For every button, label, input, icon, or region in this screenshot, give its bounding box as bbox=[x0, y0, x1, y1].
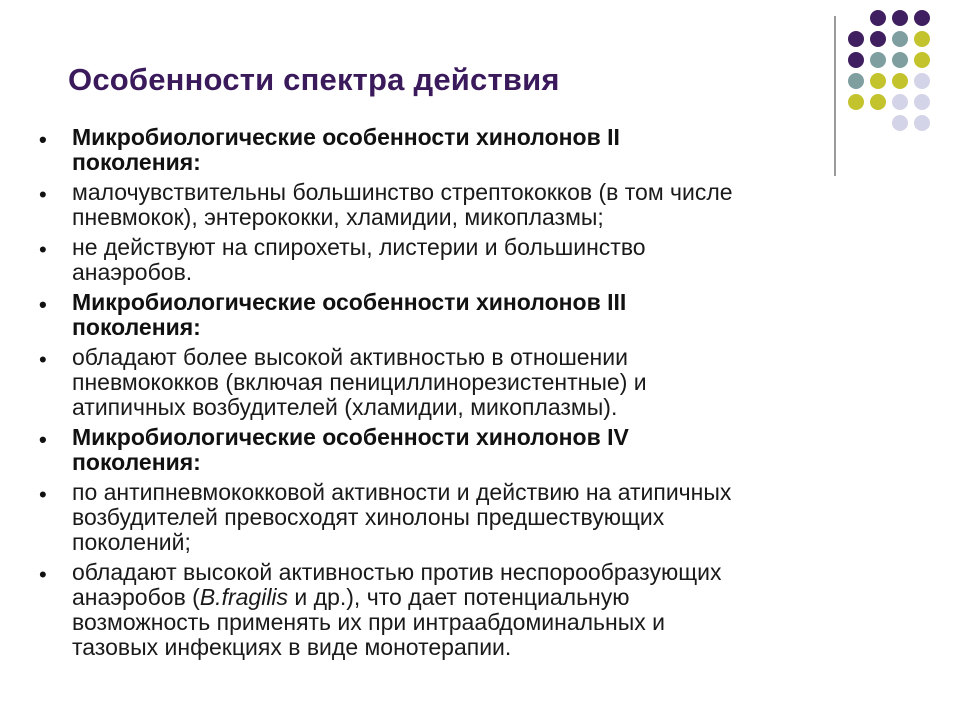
bullet-text-line: обладают более высокой активностью в отношении bbox=[72, 344, 628, 370]
decorative-dot bbox=[870, 94, 886, 110]
decorative-dot bbox=[914, 10, 930, 26]
bullet-text-line: анаэробов (B.fragilis и др.), что дает потенциальную bbox=[72, 584, 630, 610]
bullet-item bbox=[36, 345, 866, 420]
bullet-text-line: атипичных возбудителей (хламидии, микоплазмы). bbox=[72, 394, 618, 420]
bullet-text-line: возбудителей превосходят хинолоны предшествующих bbox=[72, 504, 665, 530]
bullet-dot-icon: • bbox=[39, 562, 47, 587]
bullet-item bbox=[36, 425, 866, 475]
bullet-text-line: малочувствительны большинство стрептококков (в том числе bbox=[72, 179, 733, 205]
bullet-dot-icon: • bbox=[39, 127, 47, 152]
bullet-text-line: поколения: bbox=[72, 449, 201, 475]
bullet-text-line: тазовых инфекциях в виде монотерапии. bbox=[72, 634, 512, 660]
bullet-item bbox=[36, 290, 866, 340]
decorative-dot bbox=[914, 115, 930, 131]
bullet-text-line: поколения: bbox=[72, 314, 201, 340]
bullet-item bbox=[36, 235, 866, 285]
decorative-dot bbox=[892, 31, 908, 47]
bullet-text-line: Микробиологические особенности хинолонов III bbox=[72, 289, 627, 315]
decorative-dot bbox=[848, 94, 864, 110]
decorative-dot bbox=[848, 73, 864, 89]
bullet-item bbox=[36, 180, 866, 230]
bullet-text-line: по антипневмококковой активности и действию на атипичных bbox=[72, 479, 732, 505]
bullet-item bbox=[36, 125, 866, 175]
decorative-dot bbox=[914, 73, 930, 89]
decorative-dot bbox=[870, 52, 886, 68]
decorative-dot bbox=[870, 31, 886, 47]
bullet-text-line: поколения: bbox=[72, 149, 201, 175]
bullet-dot-icon: • bbox=[39, 237, 47, 262]
decorative-dot bbox=[870, 10, 886, 26]
slide-title: Особенности спектра действия bbox=[68, 62, 560, 97]
bullet-text-line: анаэробов. bbox=[72, 259, 193, 285]
bullet-item bbox=[36, 480, 866, 555]
bullet-dot-icon: • bbox=[39, 182, 47, 207]
bullet-dot-icon: • bbox=[39, 427, 47, 452]
bullet-list bbox=[36, 125, 866, 665]
bullet-text-line: не действуют на спирохеты, листерии и большинство bbox=[72, 234, 646, 260]
decorative-dot bbox=[892, 52, 908, 68]
bullet-text-line: пневмококков (включая пенициллинорезистентные) и bbox=[72, 369, 647, 395]
decorative-dot bbox=[914, 52, 930, 68]
decorative-dot bbox=[848, 52, 864, 68]
decorative-dot bbox=[870, 73, 886, 89]
bullet-dot-icon: • bbox=[39, 347, 47, 372]
decorative-dot bbox=[914, 31, 930, 47]
bullet-text-line: возможность применять их при интраабдоминальных и bbox=[72, 609, 665, 635]
decorative-dot bbox=[892, 73, 908, 89]
bullet-dot-icon: • bbox=[39, 482, 47, 507]
decorative-dot bbox=[892, 10, 908, 26]
bullet-text-line: Микробиологические особенности хинолонов IV bbox=[72, 424, 629, 450]
bullet-text-line: обладают высокой активностью против неспорообразующих bbox=[72, 559, 722, 585]
bullet-text-line: пневмокок), энтерококки, хламидии, микоплазмы; bbox=[72, 204, 604, 230]
bullet-dot-icon: • bbox=[39, 292, 47, 317]
decorative-dot bbox=[914, 94, 930, 110]
bullet-text-line: поколений; bbox=[72, 529, 191, 555]
bullet-item bbox=[36, 560, 866, 660]
bullet-text-line: Микробиологические особенности хинолонов II bbox=[72, 124, 620, 150]
decorative-dot bbox=[848, 31, 864, 47]
decorative-dot bbox=[892, 94, 908, 110]
decorative-dot bbox=[892, 115, 908, 131]
